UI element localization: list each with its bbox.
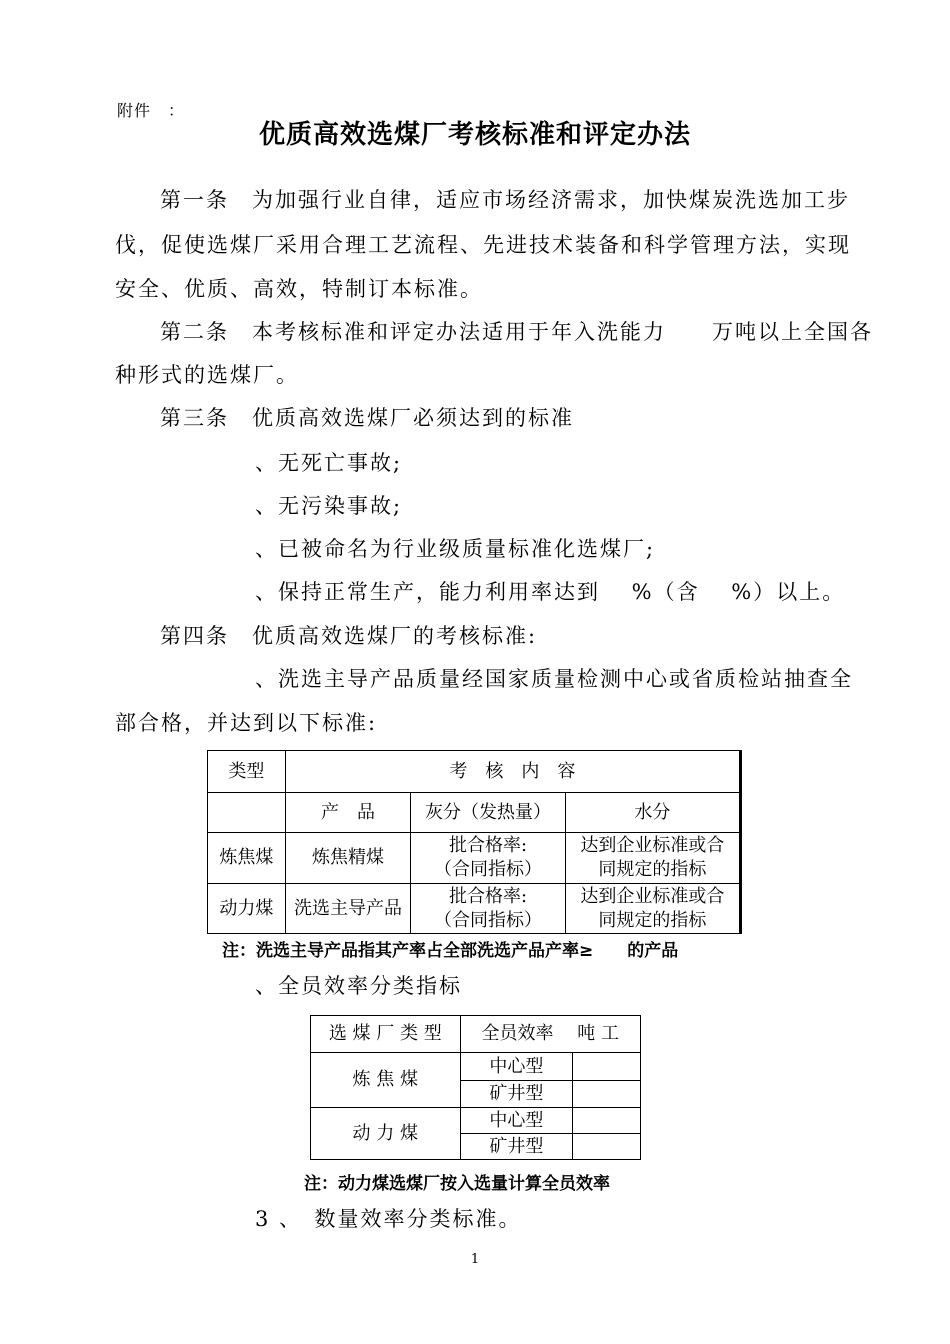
subtype: 中心型 [460, 1108, 573, 1134]
table-row [311, 1108, 641, 1134]
article3-item-4: 、保持正常生产，能力利用率达到 %（含 %）以上。 [255, 580, 846, 604]
ash-line-1: 批合格率: [448, 885, 528, 907]
cell-water [565, 833, 740, 884]
article4-item1-line2: 部合格，并达到以下标准: [115, 711, 378, 735]
water-line-2: 同规定的指标 [598, 859, 707, 880]
article4-item1-line1: 、洗选主导产品质量经国家质量检测中心或省质检站抽查全 [255, 667, 853, 691]
table1-note: 注：洗选主导产品指其产率占全部洗选产品产率≥ 的产品 [222, 941, 679, 961]
table-row [311, 1053, 641, 1081]
cell-product: 炼焦精煤 [285, 833, 411, 884]
subtype: 中心型 [460, 1053, 573, 1081]
article2-line2: 种形式的选煤厂。 [115, 363, 299, 387]
header-type: 类型 [208, 751, 286, 793]
table-row [208, 884, 741, 934]
table-row [208, 833, 741, 884]
article3-item-2: 、无污染事故; [255, 494, 403, 518]
group-name: 炼 焦 煤 [311, 1053, 461, 1108]
ash-line-2: （合同指标） [434, 859, 543, 880]
value-cell [573, 1108, 641, 1134]
value-cell [573, 1134, 641, 1160]
cell-type: 动力煤 [208, 884, 286, 934]
ash-line-1: 批合格率: [448, 835, 528, 856]
subheader-ash: 灰分（发热量） [411, 793, 565, 833]
article1-line3: 安全、优质、高效，特制订本标准。 [115, 277, 483, 301]
water-line-2: 同规定的指标 [598, 909, 707, 931]
subtype: 矿井型 [460, 1134, 573, 1160]
water-line-1: 达到企业标准或合 [580, 885, 725, 907]
article2-line1: 第二条 本考核标准和评定办法适用于年入洗能力 万吨以上全国各 [160, 320, 873, 344]
item3-heading: 3 、 数量效率分类标准。 [255, 1207, 522, 1231]
value-cell [573, 1081, 641, 1108]
header-content: 考 核 内 容 [285, 751, 740, 793]
value-cell [573, 1053, 641, 1081]
attachment-label: 附件 ： [117, 101, 186, 120]
article1-line2: 伐，促使选煤厂采用合理工艺流程、先进技术装备和科学管理方法，实现 [115, 233, 851, 257]
cell-product: 洗选主导产品 [285, 884, 411, 934]
page-number: 1 [470, 1252, 480, 1267]
empty-cell [208, 793, 286, 833]
cell-type: 炼焦煤 [208, 833, 286, 884]
cell-ash [411, 833, 565, 884]
cell-ash [411, 884, 565, 934]
quality-standard-table [207, 750, 742, 934]
subheader-water: 水分 [565, 793, 740, 833]
table2-note: 注：动力煤选煤厂按入选量计算全员效率 [304, 1174, 610, 1194]
cell-water [565, 884, 740, 934]
document-title: 优质高效选煤厂考核标准和评定办法 [258, 120, 691, 150]
ash-line-2: （合同指标） [434, 909, 543, 931]
subheader-product: 产 品 [285, 793, 411, 833]
article3-item-1: 、无死亡事故; [255, 451, 403, 475]
article4-heading: 第四条 优质高效选煤厂的考核标准: [160, 624, 538, 648]
item2-heading: 、全员效率分类指标 [255, 974, 462, 998]
water-line-1: 达到企业标准或合 [580, 835, 725, 856]
article1-line1: 第一条 为加强行业自律，适应市场经济需求，加快煤炭洗选加工步 [160, 188, 850, 212]
article3-heading: 第三条 优质高效选煤厂必须达到的标准 [160, 406, 574, 430]
subtype: 矿井型 [460, 1081, 573, 1108]
header-efficiency: 全员效率 吨 工 [460, 1016, 640, 1053]
efficiency-table [310, 1015, 641, 1160]
article3-item-3: 、已被命名为行业级质量标准化选煤厂; [255, 537, 656, 561]
group-name: 动 力 煤 [311, 1108, 461, 1160]
header-plant-type: 选 煤 厂 类 型 [311, 1016, 461, 1053]
